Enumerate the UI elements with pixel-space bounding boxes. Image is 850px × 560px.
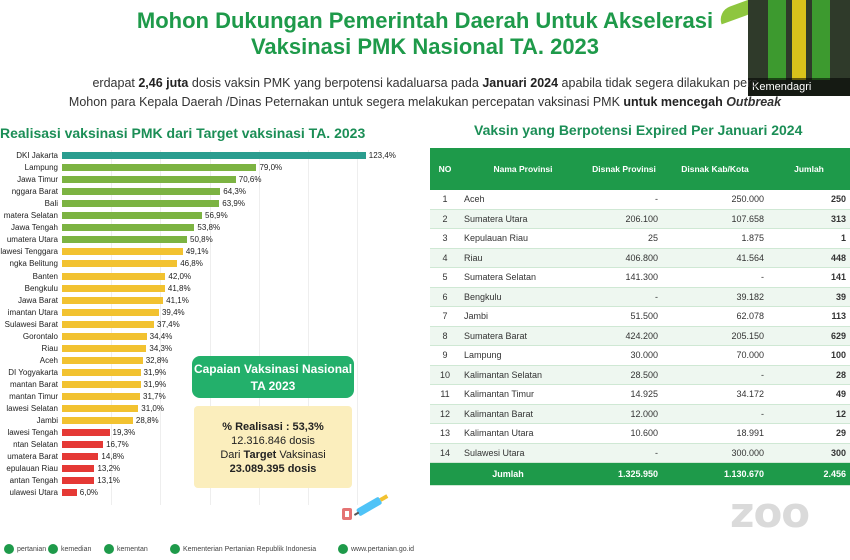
chart-value-label: 28,8% [135,416,159,426]
row-disnak-kabkota: 62.078 [662,307,768,327]
row-disnak-provinsi: 10.600 [586,424,662,444]
target-label: Dari Target Vaksinasi [220,449,326,461]
chart-value-label: 19,3% [112,428,136,438]
row-province: Bengkulu [460,287,586,307]
chart-value-label: 41,8% [167,283,191,293]
row-disnak-provinsi: 406.800 [586,248,662,268]
chart-row [0,186,420,198]
chart-category-label: Jawa Timur [17,175,58,185]
chart-bar [62,309,159,316]
chart-bar [62,260,177,267]
footer-item-kemedian[interactable]: kemedian [48,544,91,554]
chart-value-label: 13,1% [97,476,120,486]
chart-value-label: 123,4% [368,151,396,160]
chart-bar [62,441,103,448]
row-jumlah: 250 [768,190,850,209]
row-disnak-provinsi: - [586,443,662,463]
chart-category-label: umatera Utara [6,235,58,245]
row-jumlah: 1 [768,229,850,249]
chart-value-label: 42,0% [168,271,192,281]
row-disnak-provinsi: 14.925 [586,385,662,405]
flag-yellow-icon [792,0,806,80]
table-row [430,268,850,288]
chart-category-label: Riau [41,343,58,353]
row-disnak-provinsi: 206.100 [586,209,662,229]
header-province: Nama Provinsi [460,148,586,190]
footer-item-kementan[interactable]: kementan [104,544,148,554]
info-line-1: erdapat 2,46 juta dosis vaksin PMK yang berpotensi kadaluarsa pada Januari 2024 apabila tidak segera dilakukan perc [92,76,758,90]
header-disnak-provinsi: Disnak Provinsi [586,148,662,190]
row-province: Kalimantan Barat [460,404,586,424]
chart-category-label: Jawa Tengah [11,223,58,233]
expired-vaccine-table [430,148,850,486]
row-jumlah: 113 [768,307,850,327]
row-no: 8 [430,326,460,346]
chart-value-label: 6,0% [79,488,98,498]
chart-value-label: 34,4% [149,331,173,341]
row-jumlah: 39 [768,287,850,307]
chart-category-label: Gorontalo [22,331,58,341]
chart-category-label: DKI Jakarta [16,151,58,160]
row-jumlah: 28 [768,365,850,385]
chart-value-label: 13,2% [97,464,121,474]
chart-category-label: Bengkulu [24,283,58,293]
table-row [430,346,850,366]
chart-category-label: Sulawesi Barat [4,319,58,329]
chart-row [0,198,420,210]
row-province: Lampung [460,346,586,366]
chart-bar [62,453,98,460]
chart-bar [62,393,140,400]
facebook-icon [170,544,180,554]
row-disnak-kabkota: 250.000 [662,190,768,209]
row-no: 14 [430,443,460,463]
syringe-icon [338,492,392,522]
chart-category-label: ntan Selatan [13,440,58,450]
chart-row [0,258,420,270]
chart-value-label: 46,8% [180,259,203,269]
chart-row [0,283,420,295]
chart-row [0,162,420,174]
table-row [430,248,850,268]
row-jumlah: 29 [768,424,850,444]
row-disnak-kabkota: - [662,404,768,424]
chart-row [0,271,420,283]
chart-category-label: Aceh [39,355,58,365]
chart-bar [62,357,143,364]
row-disnak-kabkota: 205.150 [662,326,768,346]
header-disnak-kabkota: Disnak Kab/Kota [662,148,768,190]
row-jumlah: 12 [768,404,850,424]
table-row [430,424,850,444]
footer-bar [0,538,850,560]
chart-bar [62,345,146,352]
row-disnak-kabkota: 1.875 [662,229,768,249]
row-disnak-kabkota: 70.000 [662,346,768,366]
row-disnak-provinsi: 141.300 [586,268,662,288]
chart-value-label: 79,0% [259,163,283,173]
flag-green-icon [812,0,830,80]
chart-category-label: lawesi Tenggara [0,247,58,257]
chart-bar [62,381,141,388]
row-no: 1 [430,190,460,209]
row-no: 4 [430,248,460,268]
chart-row [0,331,420,343]
table-section-title: Vaksin yang Berpotensi Expired Per Januari 2024 [474,122,803,138]
chart-category-label: nggara Barat [11,187,58,197]
social-icon [4,544,14,554]
chart-bar [62,285,165,292]
row-disnak-provinsi: - [586,190,662,209]
footer-item-website[interactable]: www.pertanian.go.id [338,544,414,554]
row-no: 9 [430,346,460,366]
table-row [430,307,850,327]
chart-value-label: 50,8% [190,235,213,245]
chart-value-label: 37,4% [157,319,180,329]
chart-row [0,246,420,258]
chart-category-label: antan Tengah [9,476,58,486]
info-line-2: Mohon para Kepala Daerah /Dinas Peternakan untuk segera melakukan percepatan vaksinasi PMK untuk mencegah Outbreak [68,95,782,109]
chart-row [0,174,420,186]
table-row [430,209,850,229]
chart-category-label: DI Yogyakarta [8,367,58,377]
row-no: 10 [430,365,460,385]
table-row [430,443,850,463]
chart-bar [62,333,147,340]
header-jumlah: Jumlah [768,148,850,190]
capaian-title: Capaian Vaksinasi Nasional TA 2023 [192,356,354,398]
table-row [430,365,850,385]
chart-bar [62,188,220,195]
row-jumlah: 629 [768,326,850,346]
chart-bar [62,176,236,183]
row-jumlah: 49 [768,385,850,405]
table-row [430,385,850,405]
chart-row [0,234,420,246]
total-disnak-kabkota: 1.130.670 [662,463,768,486]
row-disnak-kabkota: 18.991 [662,424,768,444]
row-jumlah: 141 [768,268,850,288]
chart-category-label: epulauan Riau [6,464,58,474]
chart-row [0,150,420,162]
chart-row [0,343,420,355]
chart-category-label: mantan Timur [9,392,58,401]
chart-category-label: ulawesi Utara [9,488,58,498]
chart-bar [62,489,77,496]
row-jumlah: 448 [768,248,850,268]
footer-item-pertanian[interactable]: pertanian [4,544,46,554]
flag-green-icon [768,0,786,80]
chart-value-label: 70,6% [238,175,262,185]
row-disnak-provinsi: 12.000 [586,404,662,424]
page-title-line1: Mohon Dukungan Pemerintah Daerah Untuk Akselerasi [136,8,714,33]
social-icon [104,544,114,554]
social-icon [48,544,58,554]
row-province: Kepulauan Riau [460,229,586,249]
row-no: 13 [430,424,460,444]
chart-category-label: Banten [32,271,58,281]
row-province: Jambi [460,307,586,327]
realisasi-dosis: 12.316.846 dosis [231,435,315,447]
chart-category-label: Bali [44,199,58,209]
chart-value-label: 53,8% [197,223,221,233]
chart-value-label: 64,3% [223,187,246,197]
chart-value-label: 14,8% [101,452,125,462]
row-disnak-provinsi: 51.500 [586,307,662,327]
row-province: Aceh [460,190,586,209]
table-row [430,229,850,249]
row-disnak-kabkota: - [662,365,768,385]
chart-row [0,307,420,319]
row-province: Sumatera Utara [460,209,586,229]
chart-value-label: 34,3% [149,343,173,353]
row-province: Kalimantan Selatan [460,365,586,385]
chart-category-label: Jawa Barat [17,295,58,305]
chart-value-label: 16,7% [106,440,129,450]
chart-bar [62,224,194,231]
chart-row [0,295,420,307]
table-row [430,190,850,209]
row-jumlah: 300 [768,443,850,463]
row-disnak-provinsi: 25 [586,229,662,249]
total-disnak-provinsi: 1.325.950 [586,463,662,486]
chart-value-label: 32,8% [145,355,169,365]
table-row [430,404,850,424]
chart-category-label: mantan Barat [9,379,58,389]
chart-section-title: Realisasi vaksinasi PMK dari Target vaksinasi TA. 2023 [0,125,366,141]
total-label: Jumlah [430,463,586,486]
chart-bar [62,164,256,171]
chart-category-label: imantan Utara [7,307,58,317]
chart-value-label: 31,0% [141,404,164,414]
chart-value-label: 41,1% [166,295,189,305]
table-total-row [430,463,850,486]
row-province: Sumatera Barat [460,326,586,346]
chart-value-label: 31,7% [143,392,166,401]
chart-value-label: 31,9% [143,367,167,377]
chart-value-label: 31,9% [143,379,167,389]
page-title-line2: Vaksinasi PMK Nasional TA. 2023 [250,34,600,59]
footer-item-kementerian[interactable]: Kementerian Pertanian Republik Indonesia [170,544,316,554]
row-province: Kalimantan Timur [460,385,586,405]
row-disnak-provinsi: - [586,287,662,307]
row-jumlah: 313 [768,209,850,229]
chart-bar [62,248,183,255]
row-province: Kalimantan Utara [460,424,586,444]
row-no: 2 [430,209,460,229]
chart-bar [62,152,366,159]
row-province: Sulawesi Utara [460,443,586,463]
row-disnak-provinsi: 30.000 [586,346,662,366]
chart-bar [62,212,202,219]
chart-category-label: Lampung [24,163,58,173]
chart-value-label: 49,1% [185,247,209,257]
chart-bar [62,405,138,412]
chart-value-label: 56,9% [205,211,228,221]
chart-row [0,319,420,331]
header-no: NO [430,148,460,190]
realisasi-percent: % Realisasi : 53,3% [222,421,324,433]
row-province: Sumatera Selatan [460,268,586,288]
chart-category-label: umatera Barat [7,452,58,462]
chart-bar [62,297,163,304]
row-disnak-kabkota: 300.000 [662,443,768,463]
row-jumlah: 100 [768,346,850,366]
row-disnak-provinsi: 28.500 [586,365,662,385]
chart-category-label: ngka Belitung [9,259,58,269]
chart-bar [62,465,94,472]
chart-value-label: 63,9% [222,199,245,209]
row-disnak-kabkota: 107.658 [662,209,768,229]
chart-bar [62,236,187,243]
chart-category-label: Jambi [36,416,58,426]
chart-bar [62,477,94,484]
chart-value-label: 39,4% [161,307,185,317]
row-no: 5 [430,268,460,288]
row-disnak-kabkota: 41.564 [662,248,768,268]
webcam-caption: Kemendagri [748,78,850,96]
row-disnak-kabkota: - [662,268,768,288]
chart-category-label: lawesi Selatan [6,404,58,414]
chart-bar [62,273,165,280]
table-row [430,326,850,346]
row-province: Riau [460,248,586,268]
row-no: 12 [430,404,460,424]
table-row [430,287,850,307]
chart-bar [62,429,110,436]
row-disnak-kabkota: 39.182 [662,287,768,307]
target-dosis: 23.089.395 dosis [229,463,317,475]
chart-bar [62,200,219,207]
row-no: 6 [430,287,460,307]
capaian-summary-box [194,406,352,488]
table-header-row [430,148,850,190]
row-disnak-provinsi: 424.200 [586,326,662,346]
chart-bar [62,369,141,376]
total-jumlah: 2.456 [768,463,850,486]
row-no: 11 [430,385,460,405]
chart-category-label: matera Selatan [3,211,58,221]
chart-category-label: lawesi Tengah [7,428,58,438]
row-disnak-kabkota: 34.172 [662,385,768,405]
chart-bar [62,321,154,328]
chart-row [0,222,420,234]
chart-bar [62,417,133,424]
row-no: 3 [430,229,460,249]
globe-icon [338,544,348,554]
chart-row [0,210,420,222]
zoom-watermark: zoo [730,488,810,537]
row-no: 7 [430,307,460,327]
